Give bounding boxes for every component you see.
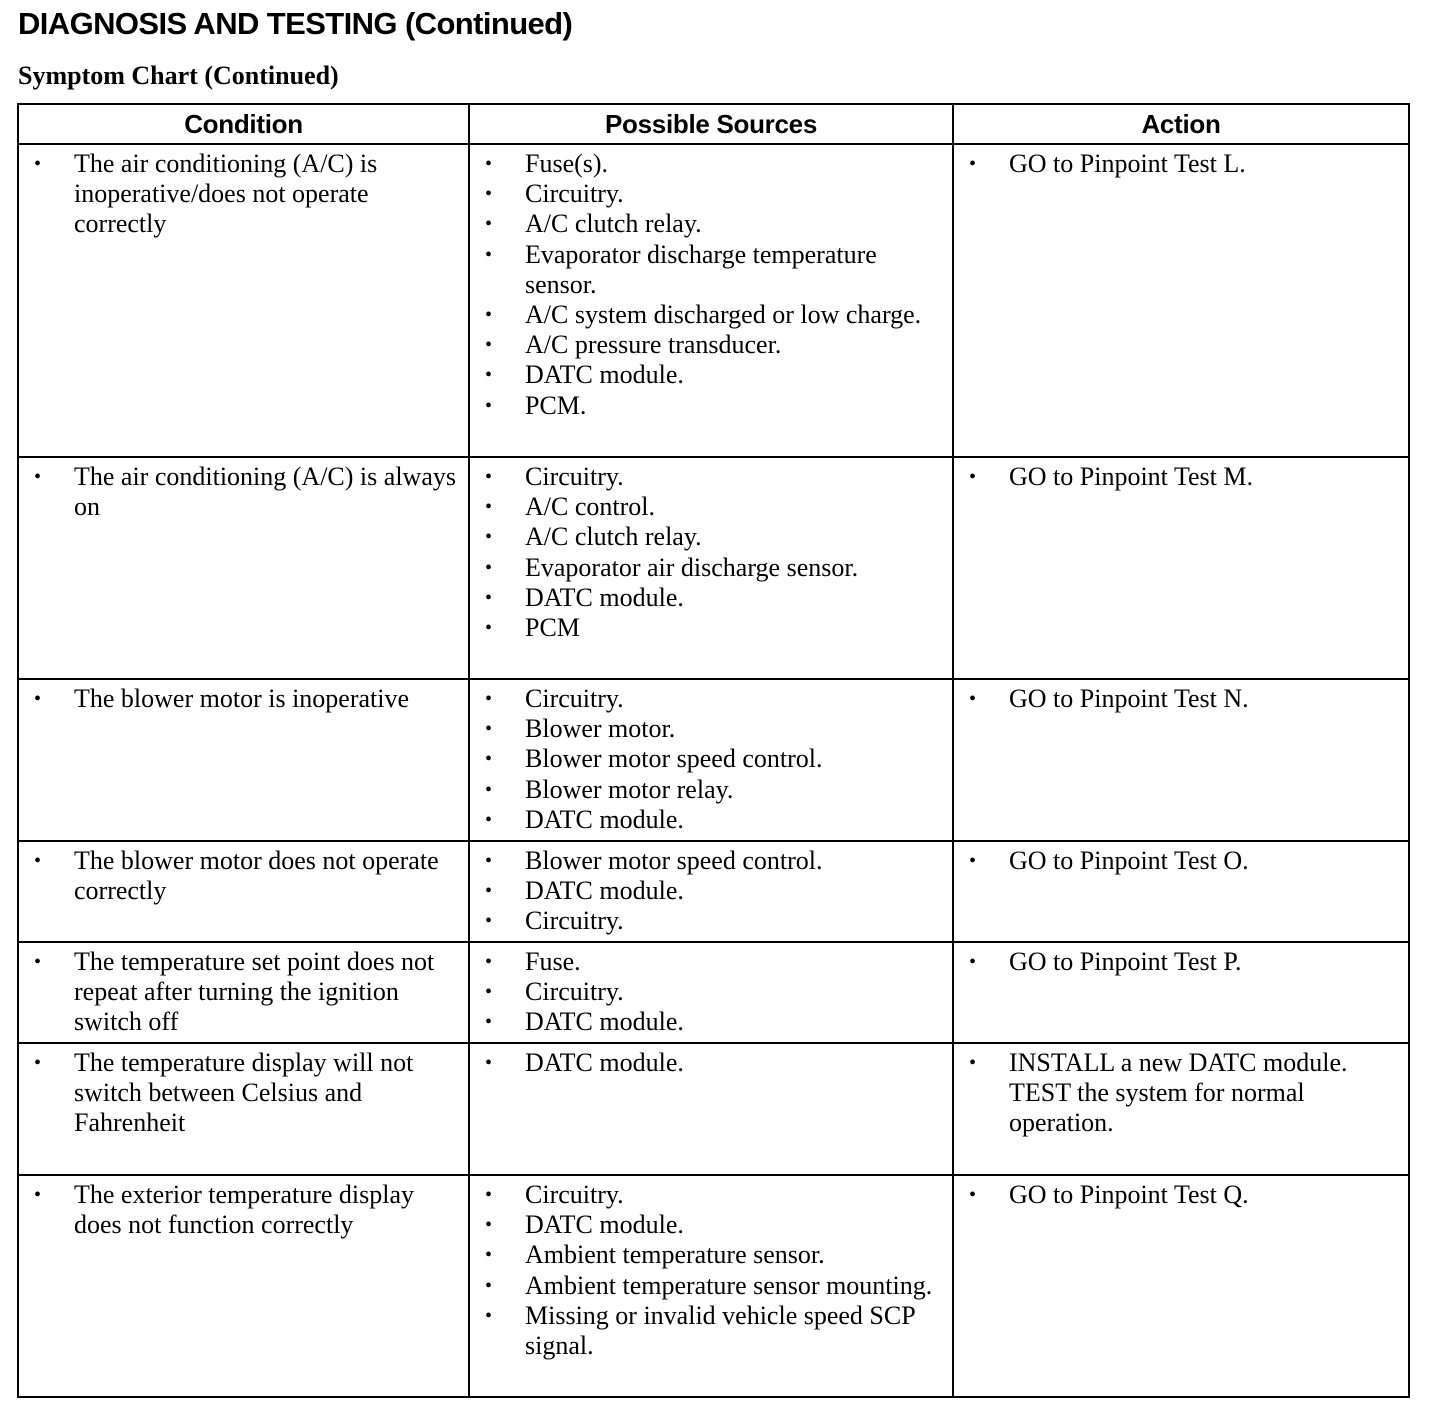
action-cell [953, 1043, 1409, 1175]
condition-cell [18, 1175, 469, 1397]
source-item: • DATC module. [478, 360, 944, 390]
source-item: • Ambient temperature sensor. [478, 1240, 944, 1270]
source-item: • DATC module. [478, 805, 944, 835]
source-item: • DATC module. [478, 1210, 944, 1240]
header-possible-sources: Possible Sources [469, 104, 953, 144]
action-cell [953, 457, 1409, 679]
source-item: • A/C pressure transducer. [478, 330, 944, 360]
source-item: • PCM. [478, 391, 944, 421]
condition-cell [18, 679, 469, 841]
table-row [18, 841, 1409, 942]
header-row [18, 104, 1409, 144]
condition-text: • The temperature display will not switch between Celsius and Fahrenheit [27, 1048, 460, 1139]
condition-text: • The air conditioning (A/C) is inoperative/does not operate correctly [27, 149, 460, 240]
source-item: • A/C system discharged or low charge. [478, 300, 944, 330]
page-title: DIAGNOSIS AND TESTING (Continued) [18, 6, 573, 41]
condition-cell [18, 1043, 469, 1175]
table-row [18, 144, 1409, 457]
source-item: • Circuitry. [478, 1180, 944, 1210]
condition-cell [18, 942, 469, 1043]
action-text: • GO to Pinpoint Test P. [962, 947, 1400, 977]
action-cell [953, 144, 1409, 457]
source-item: • Fuse. [478, 947, 944, 977]
source-item: • Circuitry. [478, 906, 944, 936]
action-text: • GO to Pinpoint Test N. [962, 684, 1400, 714]
sources-cell [469, 679, 953, 841]
header-action: Action [953, 104, 1409, 144]
condition-cell [18, 841, 469, 942]
source-item: • Blower motor. [478, 714, 944, 744]
sources-cell [469, 1043, 953, 1175]
source-item: • A/C clutch relay. [478, 209, 944, 239]
condition-text: • The blower motor does not operate correctly [27, 846, 460, 906]
sources-cell [469, 942, 953, 1043]
condition-cell [18, 144, 469, 457]
section-subtitle: Symptom Chart (Continued) [18, 61, 339, 90]
source-item: • Circuitry. [478, 684, 944, 714]
action-text: • GO to Pinpoint Test L. [962, 149, 1400, 179]
source-item: • Fuse(s). [478, 149, 944, 179]
source-item: • Blower motor speed control. [478, 846, 944, 876]
source-item: • DATC module. [478, 1007, 944, 1037]
symptom-chart-table [17, 103, 1410, 1398]
action-cell [953, 1175, 1409, 1397]
source-item: • Missing or invalid vehicle speed SCP signal. [478, 1301, 944, 1361]
sources-cell [469, 144, 953, 457]
source-item: • Evaporator air discharge sensor. [478, 553, 944, 583]
source-item: • Circuitry. [478, 977, 944, 1007]
header-condition: Condition [18, 104, 469, 144]
condition-text: • The temperature set point does not repeat after turning the ignition switch off [27, 947, 460, 1038]
source-item: • Ambient temperature sensor mounting. [478, 1271, 944, 1301]
condition-cell [18, 457, 469, 679]
source-item: • Circuitry. [478, 462, 944, 492]
condition-text: • The exterior temperature display does not function correctly [27, 1180, 460, 1240]
source-item: • Blower motor relay. [478, 775, 944, 805]
action-cell [953, 679, 1409, 841]
sources-cell [469, 457, 953, 679]
action-cell [953, 942, 1409, 1043]
action-cell [953, 841, 1409, 942]
table-row [18, 1175, 1409, 1397]
action-text: • GO to Pinpoint Test M. [962, 462, 1400, 492]
action-text: • INSTALL a new DATC module. TEST the system for normal operation. [962, 1048, 1400, 1139]
source-item: • DATC module. [478, 1048, 944, 1078]
table-row [18, 942, 1409, 1043]
source-item: • DATC module. [478, 583, 944, 613]
table-row [18, 1043, 1409, 1175]
action-text: • GO to Pinpoint Test O. [962, 846, 1400, 876]
sources-cell [469, 841, 953, 942]
condition-text: • The blower motor is inoperative [27, 684, 460, 714]
sources-cell [469, 1175, 953, 1397]
source-item: • Circuitry. [478, 179, 944, 209]
condition-text: • The air conditioning (A/C) is always on [27, 462, 460, 522]
source-item: • Blower motor speed control. [478, 744, 944, 774]
source-item: • A/C control. [478, 492, 944, 522]
source-item: • A/C clutch relay. [478, 522, 944, 552]
table-row [18, 457, 1409, 679]
source-item: • Evaporator discharge temperature sensor. [478, 240, 944, 300]
table-row [18, 679, 1409, 841]
source-item: • DATC module. [478, 876, 944, 906]
source-item: • PCM [478, 613, 944, 643]
action-text: • GO to Pinpoint Test Q. [962, 1180, 1400, 1210]
